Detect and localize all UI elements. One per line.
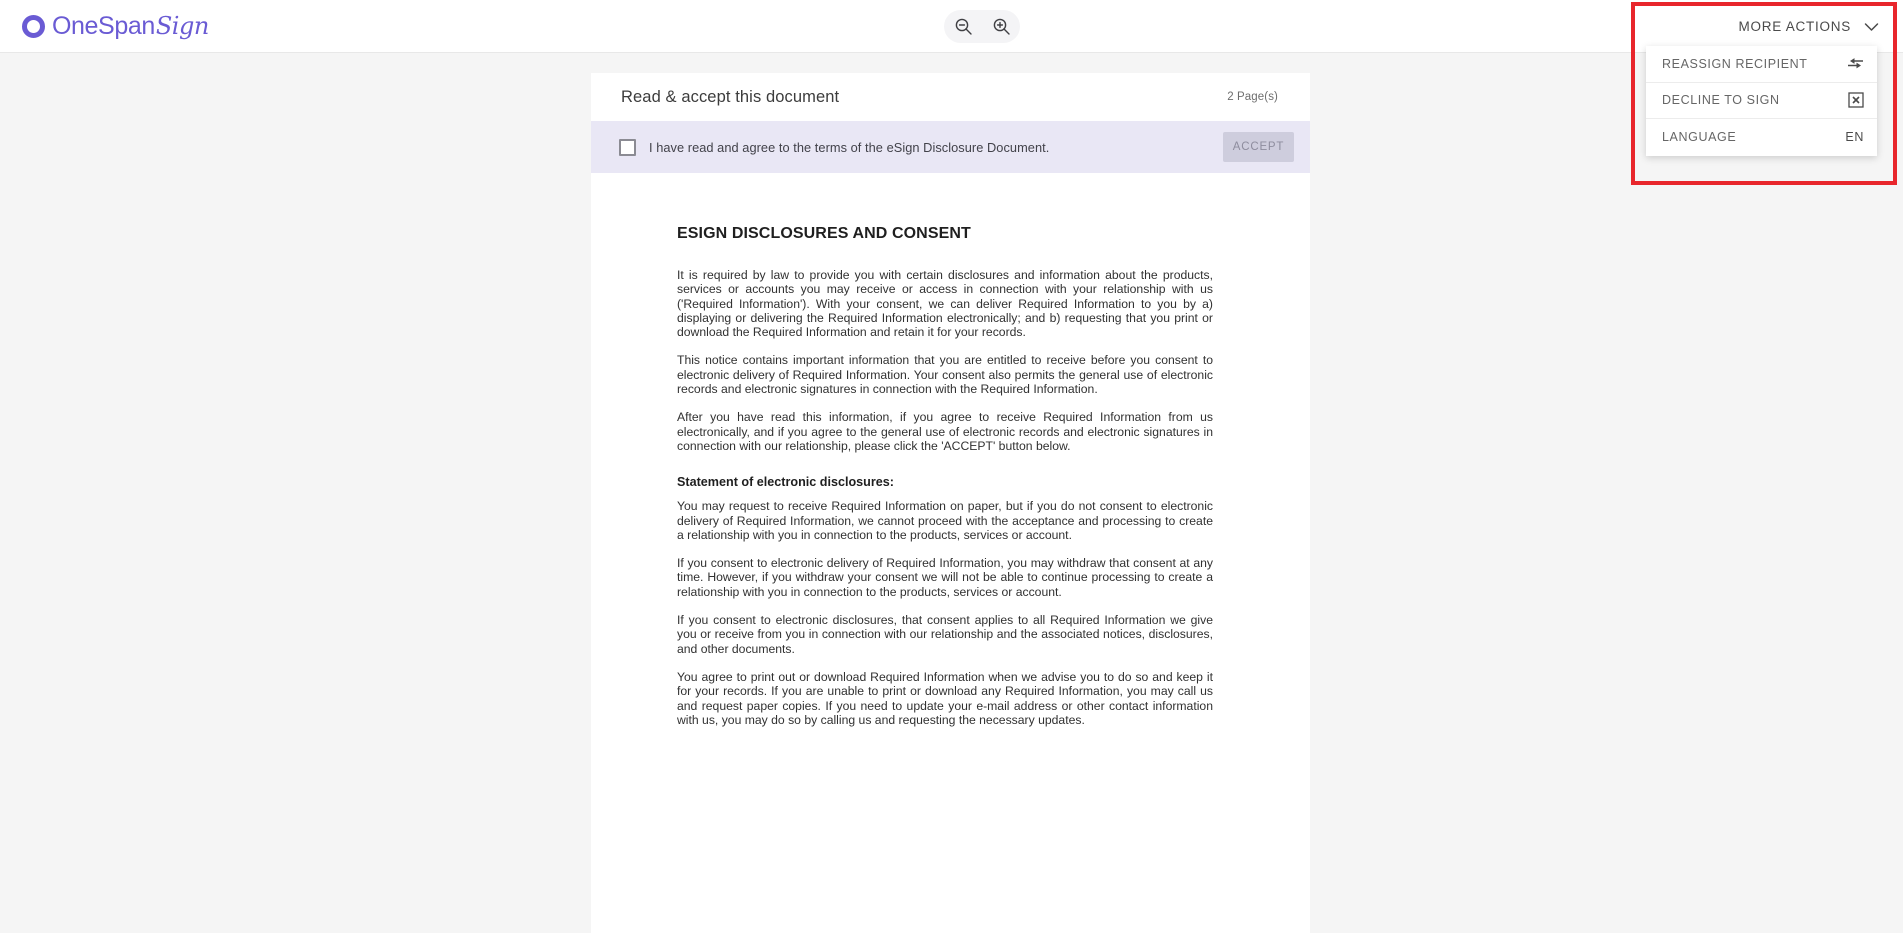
document-paragraph: If you consent to electronic delivery of Required Information, you may withdraw that consent at any time. However, if you withdraw your consent we will not be able to continue processing to create a relationship with you in connection to the products, services or account. <box>677 556 1213 599</box>
consent-label: I have read and agree to the terms of the eSign Disclosure Document. <box>649 139 1050 155</box>
brand-name-main: OneSpan <box>52 11 155 40</box>
consent-checkbox[interactable] <box>619 139 636 156</box>
accept-button[interactable]: ACCEPT <box>1223 132 1294 162</box>
document-title: Read & accept this document <box>621 87 840 106</box>
zoom-in-icon <box>992 17 1011 36</box>
app-header <box>0 0 1903 53</box>
brand-name-script: Sign <box>155 11 209 40</box>
document-page <box>591 173 1310 933</box>
document-header <box>591 73 1310 121</box>
dropdown-item-label: LANGUAGE <box>1662 130 1737 145</box>
consent-bar <box>591 121 1310 173</box>
more-actions-button[interactable] <box>1734 13 1883 40</box>
document-paragraph: You agree to print out or download Required Information when we advise you to do so and keep it for your records. If you are unable to print or download any Required Information, you may call us and request paper copies. If you need to update your e-mail address or other contact information with us, you may do so by calling us and requesting the necessary updates. <box>677 669 1213 727</box>
document-body-subheading: Statement of electronic disclosures: <box>677 475 894 490</box>
dropdown-item-reassign-recipient[interactable] <box>1646 46 1877 83</box>
zoom-in-button[interactable] <box>988 14 1014 40</box>
document-paragraph: After you have read this information, if you agree to receive Required Information from us electronically, and if you agree to the general use of electronic records and electronic signatures in connection with our relationship, please click the 'ACCEPT' button below. <box>677 410 1213 453</box>
more-actions-dropdown <box>1646 46 1877 156</box>
dropdown-item-label: DECLINE TO SIGN <box>1662 93 1780 108</box>
brand-wordmark <box>52 12 209 41</box>
boxed-x-icon <box>1848 92 1864 108</box>
zoom-controls <box>944 10 1020 43</box>
document-paragraph: You may request to receive Required Information on paper, but if you do not consent to electronic delivery of Required Information, we cannot proceed with the acceptance and processing to create a relationship with you in connection to the products, services or account. <box>677 499 1213 542</box>
zoom-out-icon <box>954 17 973 36</box>
document-body-heading: ESIGN DISCLOSURES AND CONSENT <box>677 225 971 242</box>
document-paragraph: This notice contains important information that you are entitled to receive before you consent to electronic delivery of Required Information. Your consent also permits the general use of electronic records and electronic signatures in connection with the Required Information. <box>677 353 1213 397</box>
dropdown-item-decline-to-sign[interactable] <box>1646 83 1877 120</box>
zoom-out-button[interactable] <box>950 14 976 40</box>
dropdown-item-label: REASSIGN RECIPIENT <box>1662 56 1808 71</box>
reassign-arrows-icon <box>1847 56 1864 71</box>
dropdown-item-language[interactable] <box>1646 119 1877 156</box>
document-paragraph: It is required by law to provide you with certain disclosures and information about the products, services or accounts you may receive or access in connection with your relationship with us ('Required Information'). With your consent, we can deliver Required Information to you by a) displaying or delivering the Required Information electronically; and b) requesting that you print or download the Required Information and retain it for your records. <box>677 268 1213 340</box>
onespan-ring-icon <box>22 15 45 38</box>
language-value: EN <box>1845 130 1864 145</box>
brand-logo[interactable] <box>22 4 209 48</box>
document-page-count: 2 Page(s) <box>1227 91 1278 103</box>
chevron-down-icon <box>1864 22 1879 32</box>
document-paragraph: If you consent to electronic disclosures, that consent applies to all Required Information we give you or receive from you in connection with our relationship and the associated notices, disclosures, and other documents. <box>677 613 1213 656</box>
document-column <box>591 73 1310 933</box>
more-actions-label: MORE ACTIONS <box>1738 19 1851 34</box>
